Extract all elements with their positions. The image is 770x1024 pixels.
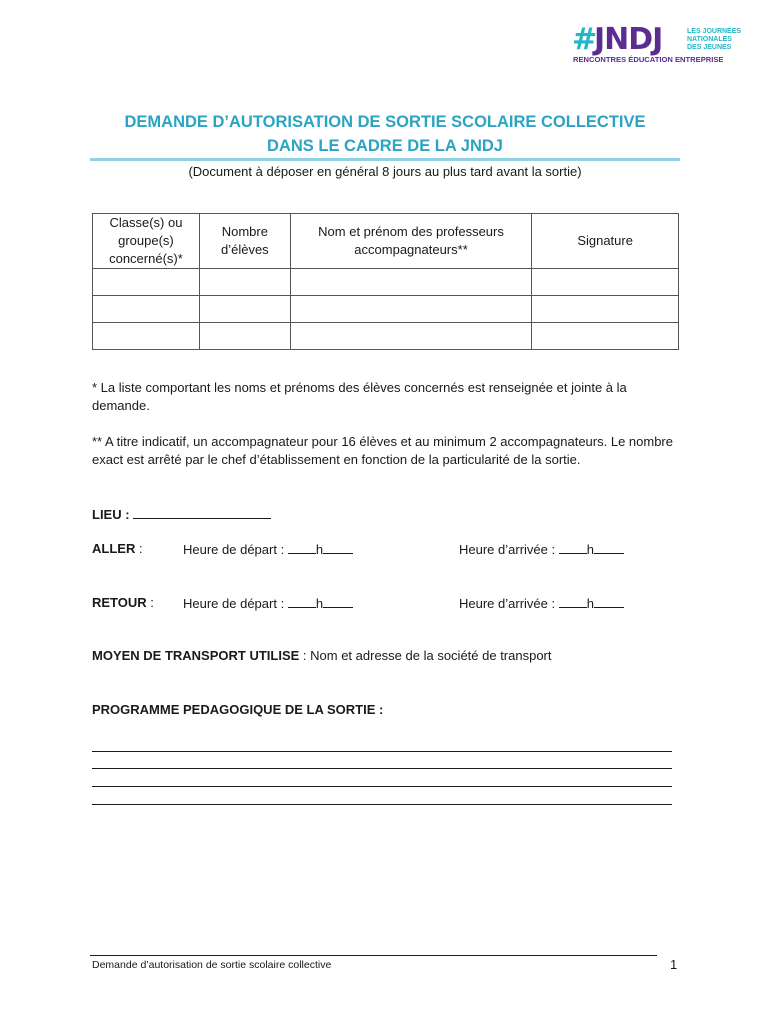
header-classes: Classe(s) ou groupe(s) concerné(s)* (93, 214, 200, 269)
document-subtitle: (Document à déposer en général 8 jours au plus tard avant la sortie) (188, 164, 582, 179)
table-cell[interactable] (93, 323, 200, 350)
aller-depart (183, 541, 353, 557)
table-cell[interactable] (290, 323, 532, 350)
arrivee-label: Heure d’arrivée : (459, 596, 556, 611)
logo-word: JNDJ (594, 22, 663, 57)
programme-line[interactable] (92, 786, 672, 787)
hour-separator: h (586, 542, 594, 557)
retour-arrivee-minute-field[interactable] (594, 595, 624, 608)
header-signature: Signature (532, 214, 679, 269)
table-header-row (93, 214, 679, 269)
aller-arrivee-minute-field[interactable] (594, 541, 624, 554)
retour-depart (183, 595, 353, 611)
aller-depart-minute-field[interactable] (323, 541, 353, 554)
aller-depart-hour-field[interactable] (288, 541, 316, 554)
logo-hash: # (572, 22, 598, 57)
participants-table (92, 213, 679, 350)
logo-tagline: RENCONTRES ÉDUCATION ENTREPRISE (573, 55, 724, 64)
jndj-logo (572, 24, 750, 66)
hour-separator: h (586, 596, 594, 611)
programme-label: PROGRAMME PEDAGOGIQUE DE LA SORTIE : (92, 702, 384, 717)
retour-arrivee-hour-field[interactable] (559, 595, 587, 608)
footer-text: Demande d’autorisation de sortie scolaire collective (92, 959, 332, 971)
table-cell[interactable] (532, 323, 679, 350)
depart-label: Heure de départ : (183, 542, 285, 557)
table-cell[interactable] (290, 296, 532, 323)
footer-rule (90, 955, 657, 956)
aller-colon: : (138, 541, 143, 556)
table-cell[interactable] (93, 269, 200, 296)
aller-arrivee-hour-field[interactable] (559, 541, 587, 554)
retour-colon: : (150, 595, 154, 610)
arrivee-label: Heure d’arrivée : (459, 542, 556, 557)
transport-row (92, 648, 552, 663)
depart-label: Heure de départ : (183, 596, 285, 611)
aller-arrivee (459, 541, 624, 557)
table-row (93, 296, 679, 323)
document-title-line1: DEMANDE D’AUTORISATION DE SORTIE SCOLAIRE COLLECTIVE (124, 113, 646, 131)
table-cell[interactable] (199, 323, 290, 350)
header-nombre-eleves: Nombre d’élèves (199, 214, 290, 269)
aller-row (92, 541, 143, 556)
transport-label: MOYEN DE TRANSPORT UTILISE (92, 648, 300, 663)
retour-arrivee (459, 595, 624, 611)
retour-depart-minute-field[interactable] (323, 595, 353, 608)
table-cell[interactable] (199, 296, 290, 323)
table-cell[interactable] (290, 269, 532, 296)
table-cell[interactable] (93, 296, 200, 323)
title-underline (90, 158, 680, 161)
note-student-list: * La liste comportant les noms et prénoms des élèves concernés est renseignée et jointe à la demande. (92, 380, 627, 413)
document-title-line2: DANS LE CADRE DE LA JNDJ (267, 137, 503, 155)
aller-label: ALLER (92, 541, 136, 556)
table-cell[interactable] (532, 296, 679, 323)
table-cell[interactable] (532, 269, 679, 296)
page-number: 1 (670, 957, 678, 972)
lieu-field[interactable] (133, 506, 271, 519)
retour-label: RETOUR (92, 595, 147, 610)
table-row (93, 269, 679, 296)
table-cell[interactable] (199, 269, 290, 296)
lieu-label: LIEU : (92, 507, 130, 522)
hour-separator: h (315, 596, 324, 611)
transport-text: : Nom et adresse de la société de transport (302, 648, 552, 663)
programme-line[interactable] (92, 751, 672, 752)
programme-line[interactable] (92, 804, 672, 805)
retour-row (92, 595, 154, 610)
note-accompagnateurs: ** A titre indicatif, un accompagnateur pour 16 élèves et au minimum 2 accompagnateurs. Le nombre exact est arrêté par le chef d’établissement en fonction de la particularité de la sortie. (92, 434, 673, 467)
header-professeurs: Nom et prénom des professeurs accompagnateurs** (290, 214, 532, 269)
retour-depart-hour-field[interactable] (288, 595, 316, 608)
logo-subtitle: LES JOURNÉES NATIONALES DES JEUNES (687, 28, 742, 51)
table-row (93, 323, 679, 350)
lieu-row (92, 506, 271, 522)
programme-line[interactable] (92, 768, 672, 769)
hour-separator: h (315, 542, 324, 557)
